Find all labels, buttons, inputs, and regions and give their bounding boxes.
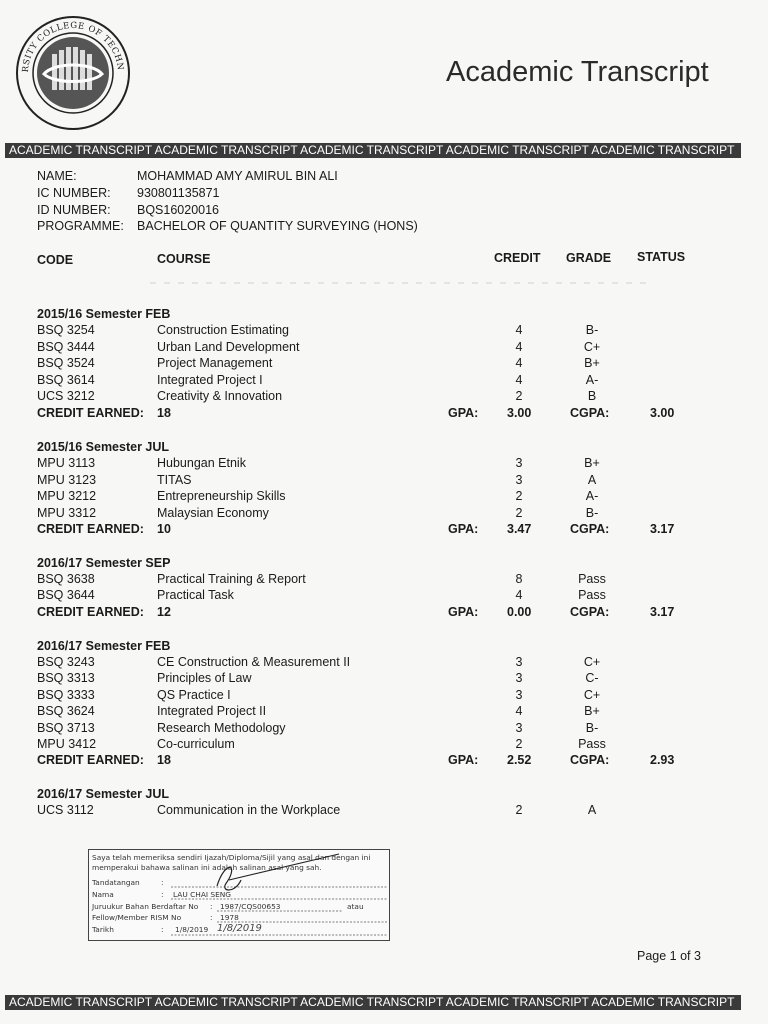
course-code: BSQ 3644 bbox=[37, 588, 95, 602]
programme-label: PROGRAMME: bbox=[37, 219, 124, 233]
signature-scribble bbox=[217, 868, 241, 891]
course-grade: A bbox=[587, 473, 597, 487]
stamp-date-label: Tarikh bbox=[92, 925, 114, 934]
course-name: Integrated Project II bbox=[157, 704, 267, 718]
course-grade: Pass bbox=[578, 737, 606, 751]
stamp-statement-1: Saya telah memeriksa sendiri Ijazah/Diploma/Sijil yang asal dan dengan ini bbox=[92, 853, 371, 862]
course-name: Research Methodology bbox=[157, 721, 286, 735]
course-name: Creativity & Innovation bbox=[157, 389, 283, 403]
cgpa-label: CGPA: bbox=[570, 522, 610, 536]
id-number: BQS16020016 bbox=[137, 203, 220, 217]
stamp-date: 1/8/2019 bbox=[175, 925, 209, 934]
course-name: Practical Task bbox=[157, 588, 234, 602]
course-grade: C+ bbox=[583, 688, 601, 702]
stamp-statement-2: memperakui bahawa salinan ini adalah salinan asal yang sah. bbox=[92, 863, 322, 872]
stamp-reg-label: Juruukur Bahan Berdaftar No bbox=[92, 902, 199, 911]
table-row bbox=[0, 456, 768, 472]
course-name: TITAS bbox=[157, 473, 192, 487]
seal-top-text: RSITY COLLEGE OF TECHN bbox=[20, 20, 126, 73]
cgpa-label: CGPA: bbox=[570, 406, 610, 420]
course-credit: 2 bbox=[515, 389, 523, 403]
table-row bbox=[0, 356, 768, 372]
course-grade: B- bbox=[585, 506, 599, 520]
course-credit: 2 bbox=[515, 506, 523, 520]
header-grade: GRADE bbox=[566, 251, 612, 265]
table-row bbox=[0, 340, 768, 356]
header-credit: CREDIT bbox=[494, 251, 541, 265]
course-code: MPU 3312 bbox=[37, 506, 97, 520]
course-grade: A- bbox=[585, 373, 599, 387]
table-row bbox=[0, 489, 768, 505]
semester-summary bbox=[0, 522, 768, 538]
gpa-label: GPA: bbox=[448, 406, 479, 420]
course-code: BSQ 3243 bbox=[37, 655, 95, 669]
stamp-fellow-label: Fellow/Member RISM No bbox=[92, 913, 182, 922]
course-credit: 3 bbox=[515, 721, 523, 735]
table-row bbox=[0, 704, 768, 720]
course-code: BSQ 3313 bbox=[37, 671, 95, 685]
ic-number: 930801135871 bbox=[137, 186, 220, 200]
course-credit: 3 bbox=[515, 456, 523, 470]
stamp-colon: : bbox=[210, 913, 213, 922]
course-name: Project Management bbox=[157, 356, 273, 370]
faint-rule bbox=[150, 282, 650, 284]
name-label: NAME: bbox=[37, 169, 77, 183]
gpa-label: GPA: bbox=[448, 522, 479, 536]
course-name: Communication in the Workplace bbox=[157, 803, 341, 817]
course-code: MPU 3412 bbox=[37, 737, 97, 751]
semester-title: 2015/16 Semester JUL bbox=[37, 440, 170, 454]
cgpa-label: CGPA: bbox=[570, 753, 610, 767]
signature-stroke bbox=[229, 854, 339, 880]
credit-earned-value: 12 bbox=[157, 605, 171, 619]
table-row bbox=[0, 506, 768, 522]
programme-name: BACHELOR OF QUANTITY SURVEYING (HONS) bbox=[137, 219, 418, 233]
credit-earned-label: CREDIT EARNED: bbox=[37, 522, 144, 536]
course-code: BSQ 3638 bbox=[37, 572, 95, 586]
semester-summary bbox=[0, 605, 768, 621]
course-code: MPU 3113 bbox=[37, 456, 96, 470]
course-code: BSQ 3524 bbox=[37, 356, 95, 370]
credit-earned-value: 18 bbox=[157, 753, 171, 767]
header-code: CODE bbox=[37, 253, 74, 267]
course-credit: 8 bbox=[515, 572, 523, 586]
stamp-name-label: Nama bbox=[92, 890, 114, 899]
course-name: Entrepreneurship Skills bbox=[157, 489, 286, 503]
table-row bbox=[0, 572, 768, 588]
gpa-label: GPA: bbox=[448, 753, 479, 767]
course-code: BSQ 3614 bbox=[37, 373, 95, 387]
table-row bbox=[0, 671, 768, 687]
credit-earned-label: CREDIT EARNED: bbox=[37, 406, 144, 420]
stamp-lines bbox=[89, 850, 391, 942]
table-row bbox=[0, 803, 768, 819]
ic-label: IC NUMBER: bbox=[37, 186, 111, 200]
table-row bbox=[0, 473, 768, 489]
table-row bbox=[0, 373, 768, 389]
course-code: MPU 3123 bbox=[37, 473, 97, 487]
gpa-value: 3.47 bbox=[507, 522, 532, 536]
semester-title: 2016/17 Semester JUL bbox=[37, 787, 170, 801]
stamp-fellow-no: 1978 bbox=[220, 913, 239, 922]
transcript-banner-bottom: ACADEMIC TRANSCRIPT ACADEMIC TRANSCRIPT ACADEMIC TRANSCRIPT ACADEMIC TRANSCRIPT ACADEMIC TRANSCRIPT bbox=[5, 995, 741, 1010]
cgpa-label: CGPA: bbox=[570, 605, 610, 619]
course-name: Hubungan Etnik bbox=[157, 456, 246, 470]
stamp-signature-label: Tandatangan bbox=[92, 878, 140, 887]
table-row bbox=[0, 655, 768, 671]
credit-earned-value: 10 bbox=[157, 522, 171, 536]
course-name: Malaysian Economy bbox=[157, 506, 269, 520]
course-grade: B bbox=[587, 389, 597, 403]
document-title: Academic Transcript bbox=[446, 56, 709, 88]
course-grade: C- bbox=[585, 671, 599, 685]
course-name: Principles of Law bbox=[157, 671, 252, 685]
handwritten-date: 1/8/2019 bbox=[217, 923, 262, 934]
stamp-name: LAU CHAI SENG bbox=[173, 890, 232, 899]
stamp-colon: : bbox=[161, 925, 164, 934]
cgpa-value: 3.17 bbox=[650, 605, 675, 619]
course-credit: 4 bbox=[515, 704, 523, 718]
course-credit: 4 bbox=[515, 588, 523, 602]
course-grade: B- bbox=[585, 721, 599, 735]
table-row bbox=[0, 588, 768, 604]
course-grade: C+ bbox=[583, 655, 601, 669]
course-name: Urban Land Development bbox=[157, 340, 300, 354]
student-name: MOHAMMAD AMY AMIRUL BIN ALI bbox=[137, 169, 338, 183]
credit-earned-value: 18 bbox=[157, 406, 171, 420]
course-credit: 4 bbox=[515, 323, 523, 337]
id-label: ID NUMBER: bbox=[37, 203, 111, 217]
semester-title: 2016/17 Semester FEB bbox=[37, 639, 171, 653]
page-number: Page 1 of 3 bbox=[637, 949, 701, 963]
course-code: BSQ 3444 bbox=[37, 340, 95, 354]
course-grade: B+ bbox=[584, 356, 600, 370]
college-seal bbox=[14, 14, 132, 132]
table-row bbox=[0, 721, 768, 737]
transcript-banner-top: ACADEMIC TRANSCRIPT ACADEMIC TRANSCRIPT ACADEMIC TRANSCRIPT ACADEMIC TRANSCRIPT ACADEMIC TRANSCRIPT bbox=[5, 143, 741, 158]
course-grade: Pass bbox=[578, 572, 606, 586]
table-row bbox=[0, 323, 768, 339]
table-row bbox=[0, 688, 768, 704]
stamp-colon: : bbox=[161, 890, 164, 899]
course-grade: A bbox=[587, 803, 597, 817]
course-credit: 2 bbox=[515, 737, 523, 751]
course-grade: A- bbox=[585, 489, 599, 503]
course-code: UCS 3112 bbox=[37, 803, 94, 817]
gpa-label: GPA: bbox=[448, 605, 479, 619]
cgpa-value: 2.93 bbox=[650, 753, 675, 767]
course-name: QS Practice I bbox=[157, 688, 231, 702]
course-credit: 2 bbox=[515, 489, 523, 503]
cgpa-value: 3.00 bbox=[650, 406, 675, 420]
course-grade: B+ bbox=[584, 456, 600, 470]
course-name: Co-curriculum bbox=[157, 737, 235, 751]
course-grade: B+ bbox=[584, 704, 600, 718]
header-status: STATUS bbox=[637, 250, 686, 264]
certification-stamp bbox=[88, 849, 390, 941]
credit-earned-label: CREDIT EARNED: bbox=[37, 753, 144, 767]
course-code: BSQ 3254 bbox=[37, 323, 95, 337]
gpa-value: 3.00 bbox=[507, 406, 532, 420]
course-credit: 3 bbox=[515, 655, 523, 669]
course-grade: C+ bbox=[583, 340, 601, 354]
semester-title: 2015/16 Semester FEB bbox=[37, 307, 171, 321]
course-name: Construction Estimating bbox=[157, 323, 290, 337]
course-code: BSQ 3713 bbox=[37, 721, 95, 735]
semester-summary bbox=[0, 753, 768, 769]
course-credit: 3 bbox=[515, 671, 523, 685]
credit-earned-label: CREDIT EARNED: bbox=[37, 605, 144, 619]
gpa-value: 0.00 bbox=[507, 605, 532, 619]
cgpa-value: 3.17 bbox=[650, 522, 675, 536]
table-row bbox=[0, 737, 768, 753]
course-credit: 2 bbox=[515, 803, 523, 817]
course-credit: 3 bbox=[515, 473, 523, 487]
course-code: BSQ 3624 bbox=[37, 704, 95, 718]
course-name: Practical Training & Report bbox=[157, 572, 306, 586]
header-course: COURSE bbox=[157, 252, 211, 266]
stamp-or: atau bbox=[347, 902, 364, 911]
course-code: BSQ 3333 bbox=[37, 688, 95, 702]
stamp-colon: : bbox=[210, 902, 213, 911]
course-code: MPU 3212 bbox=[37, 489, 97, 503]
course-code: UCS 3212 bbox=[37, 389, 95, 403]
table-row bbox=[0, 389, 768, 405]
stamp-reg-no: 1987/CQS00653 bbox=[220, 902, 281, 911]
course-credit: 3 bbox=[515, 688, 523, 702]
course-name: CE Construction & Measurement II bbox=[157, 655, 351, 669]
course-credit: 4 bbox=[515, 340, 523, 354]
semester-title: 2016/17 Semester SEP bbox=[37, 556, 171, 570]
course-credit: 4 bbox=[515, 356, 523, 370]
stamp-colon: : bbox=[161, 878, 164, 887]
course-credit: 4 bbox=[515, 373, 523, 387]
semester-summary bbox=[0, 406, 768, 422]
course-grade: B- bbox=[585, 323, 599, 337]
course-grade: Pass bbox=[578, 588, 606, 602]
course-name: Integrated Project I bbox=[157, 373, 263, 387]
gpa-value: 2.52 bbox=[507, 753, 532, 767]
